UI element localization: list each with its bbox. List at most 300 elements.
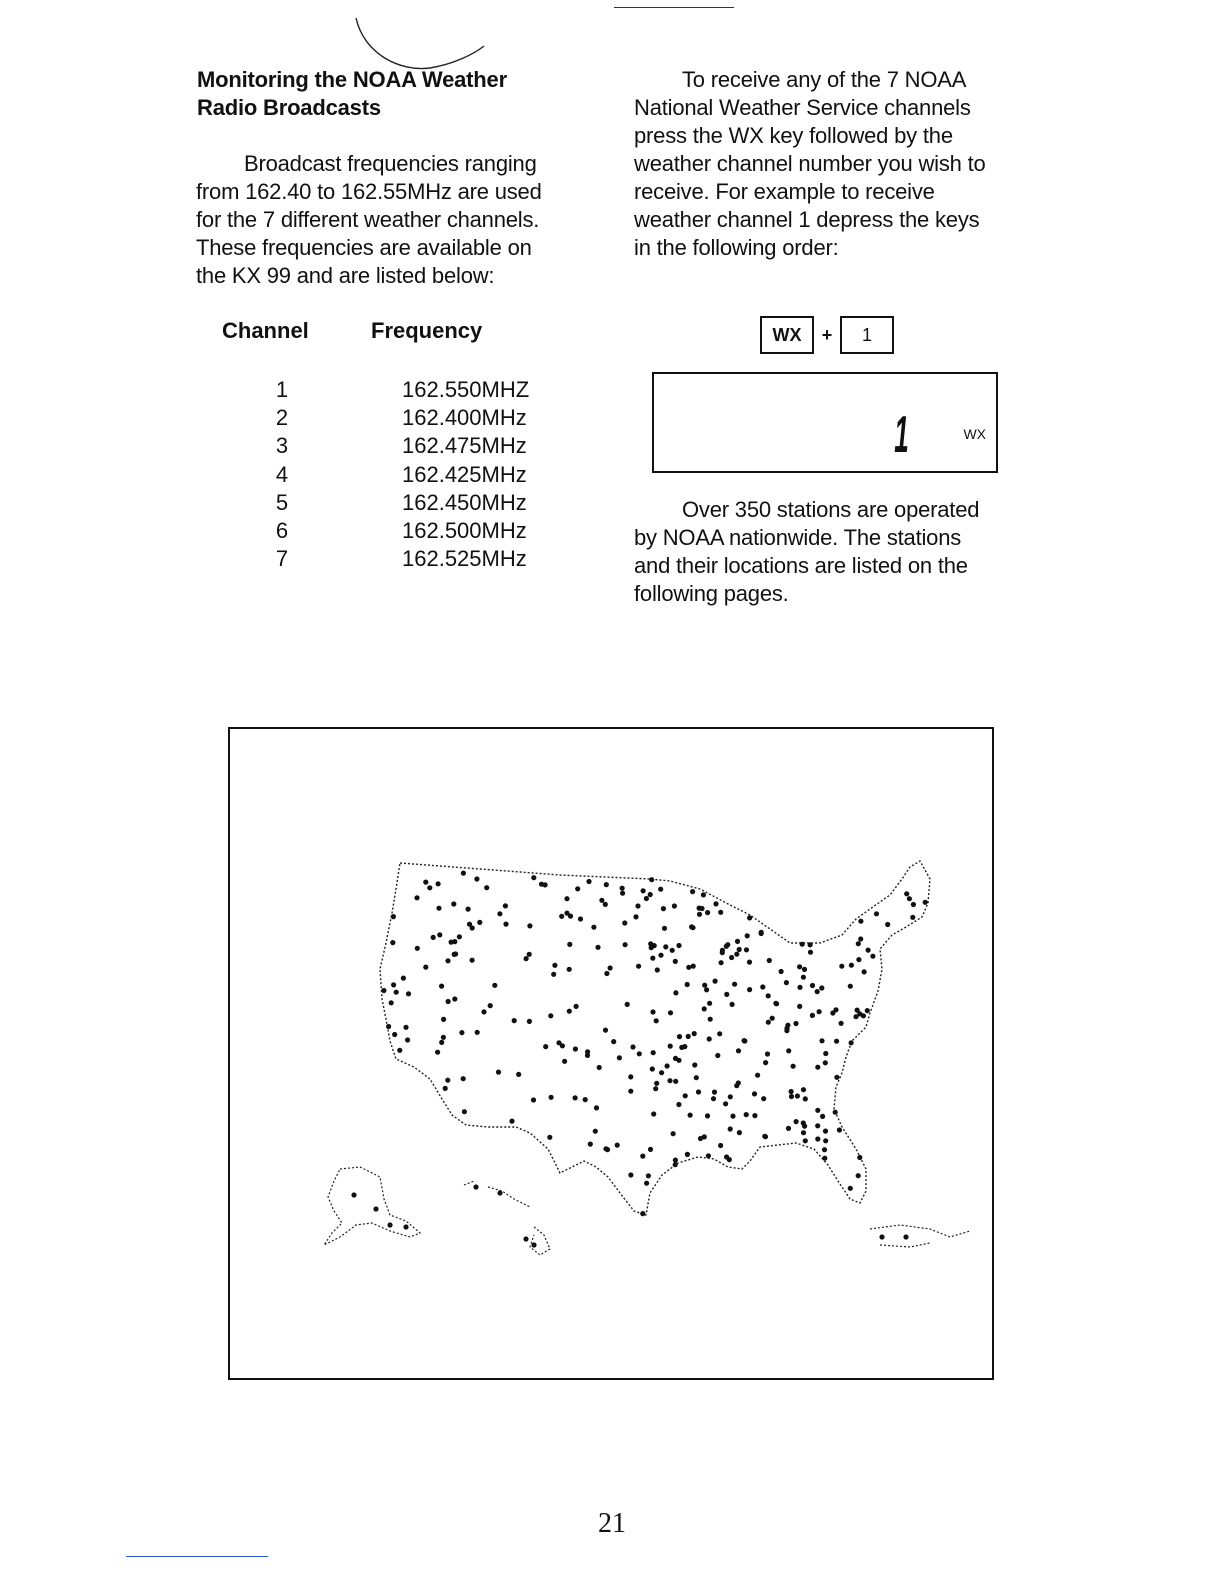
station-dot (457, 934, 462, 939)
station-dot (543, 1044, 548, 1049)
station-dot (849, 1040, 854, 1045)
key-sequence (760, 316, 894, 354)
station-dot (496, 1070, 501, 1075)
station-dot (415, 946, 420, 951)
station-dot (712, 1090, 717, 1095)
station-dot (856, 957, 861, 962)
station-dot (474, 876, 479, 881)
page-number: 21 (598, 1508, 626, 1539)
station-dot (608, 965, 613, 970)
station-dot (853, 1014, 858, 1019)
station-dot (663, 944, 668, 949)
station-dot (516, 1072, 521, 1077)
station-dot (414, 895, 419, 900)
station-dot (484, 885, 489, 890)
station-dot (837, 1127, 842, 1132)
station-dot (603, 1146, 608, 1151)
channel-cell: 3 (275, 433, 289, 459)
station-dot (728, 1126, 733, 1131)
station-dot (866, 948, 871, 953)
station-dot (903, 1234, 908, 1239)
station-dot (531, 1242, 536, 1247)
station-dot (691, 964, 696, 969)
station-dot (797, 1004, 802, 1009)
station-dot (865, 1008, 870, 1013)
station-dot (858, 919, 863, 924)
station-dot (708, 1017, 713, 1022)
station-dot (497, 911, 502, 916)
station-dot (441, 1017, 446, 1022)
station-dot (667, 1078, 672, 1083)
lcd-mode-indicator: WX (963, 426, 986, 442)
station-dot (672, 903, 677, 908)
table-row (260, 461, 529, 489)
station-dot (773, 1001, 778, 1006)
digit-1-key: 1 (840, 316, 894, 354)
station-dot (767, 958, 772, 963)
station-dot (789, 1094, 794, 1099)
station-dot (670, 948, 675, 953)
station-dot (747, 960, 752, 965)
station-dot (423, 880, 428, 885)
station-dot (885, 922, 890, 927)
station-dot (461, 1076, 466, 1081)
station-dot (856, 1173, 861, 1178)
wx-key: WX (760, 316, 814, 354)
station-dot (673, 1158, 678, 1163)
station-dot (445, 958, 450, 963)
station-dot (574, 1004, 579, 1009)
frequency-cell: 162.500MHz (402, 518, 527, 544)
station-dot (862, 969, 867, 974)
station-dot (676, 1102, 681, 1107)
station-dot (625, 1002, 630, 1007)
station-dot (697, 906, 702, 911)
para-line: These frequencies are available on (196, 235, 532, 260)
station-dot (649, 877, 654, 882)
station-dot (661, 906, 666, 911)
station-dot (523, 1236, 528, 1241)
station-dot (907, 896, 912, 901)
station-dot (658, 887, 663, 892)
station-dot (763, 1060, 768, 1065)
station-dot (650, 956, 655, 961)
station-dot (786, 1048, 791, 1053)
station-dot (597, 1065, 602, 1070)
frequency-cell: 162.475MHz (402, 433, 527, 459)
station-dot (737, 1130, 742, 1135)
station-dot (560, 1043, 565, 1048)
station-dot (730, 1114, 735, 1119)
station-dot (803, 1096, 808, 1101)
frequency-cell: 162.425MHz (402, 461, 527, 487)
station-dot (651, 1111, 656, 1116)
station-dot (717, 1031, 722, 1036)
station-dot (492, 983, 497, 988)
frequency-column-header: Frequency (371, 318, 483, 343)
frequency-cell: 162.550MHZ (402, 377, 530, 402)
station-dot (685, 1152, 690, 1157)
station-dot (668, 1010, 673, 1015)
station-dot (630, 1044, 635, 1049)
station-dot (702, 1006, 707, 1011)
station-dot (650, 1066, 655, 1071)
para-line: by NOAA nationwide. The stations (634, 525, 962, 550)
station-dot (808, 950, 813, 955)
station-dot (547, 1135, 552, 1140)
para-line: Broadcast frequencies ranging (244, 151, 537, 176)
table-row (260, 432, 529, 460)
lcd-display (652, 372, 998, 473)
station-dot (470, 958, 475, 963)
station-dot (567, 1009, 572, 1014)
station-dot (759, 930, 764, 935)
station-dot (833, 1110, 838, 1115)
station-dot (401, 976, 406, 981)
station-dot (551, 972, 556, 977)
station-dot (702, 983, 707, 988)
station-dot (648, 1147, 653, 1152)
station-dot (705, 1113, 710, 1118)
station-dot (815, 1123, 820, 1128)
station-dot (797, 985, 802, 990)
station-dot (668, 1044, 673, 1049)
station-dot (820, 1114, 825, 1119)
station-dot (692, 1062, 697, 1067)
station-dot (615, 1143, 620, 1148)
frequency-cell: 162.400MHz (402, 405, 527, 431)
station-dot (786, 1126, 791, 1131)
station-dot (488, 1003, 493, 1008)
station-dot (784, 980, 789, 985)
station-dot (752, 1113, 757, 1118)
station-dot (452, 996, 457, 1001)
station-dot (527, 923, 532, 928)
puerto-rico-outline (870, 1225, 970, 1247)
channel-cell: 2 (275, 405, 289, 431)
frequency-cell: 162.525MHz (402, 546, 527, 572)
station-dot (628, 1089, 633, 1094)
station-dot (911, 902, 916, 907)
para-line: for the 7 different weather channels. (196, 207, 540, 232)
station-dot (801, 1120, 806, 1125)
station-dot (766, 993, 771, 998)
heading-line-1: Monitoring the NOAA Weather (197, 67, 507, 92)
station-dot (858, 936, 863, 941)
station-dot (745, 933, 750, 938)
station-dot (539, 882, 544, 887)
channel-cell: 4 (275, 461, 289, 487)
station-dot (904, 891, 909, 896)
station-dot (744, 1112, 749, 1117)
station-dot (549, 1095, 554, 1100)
channel-frequency-table (260, 376, 529, 573)
station-dot (524, 956, 529, 961)
station-dot (595, 945, 600, 950)
station-dot (690, 889, 695, 894)
station-dot (389, 1000, 394, 1005)
station-dot (445, 1078, 450, 1083)
frequency-cell: 162.450MHz (402, 489, 527, 515)
station-dot (735, 939, 740, 944)
station-dot (724, 992, 729, 997)
station-dot (394, 990, 399, 995)
station-dot (823, 1060, 828, 1065)
station-dot (431, 935, 436, 940)
station-dot (467, 922, 472, 927)
noaa-station-map (228, 727, 994, 1380)
station-dot (713, 901, 718, 906)
station-dot (633, 914, 638, 919)
station-dot (391, 914, 396, 919)
station-dot (784, 1028, 789, 1033)
station-dot (446, 999, 451, 1004)
station-dot (477, 920, 482, 925)
station-dot (736, 1048, 741, 1053)
station-dot (654, 1081, 659, 1086)
station-dot (686, 965, 691, 970)
table-row (260, 404, 529, 432)
station-dot (594, 1105, 599, 1110)
station-dot (737, 947, 742, 952)
station-dot (801, 1130, 806, 1135)
station-dot (405, 1037, 410, 1042)
station-dot (390, 940, 395, 945)
station-dot (512, 1018, 517, 1023)
station-dot (373, 1206, 378, 1211)
station-dot (527, 1019, 532, 1024)
station-dot (791, 1064, 796, 1069)
station-dot (567, 967, 572, 972)
station-dot (673, 1162, 678, 1167)
station-dot (823, 1138, 828, 1143)
station-dot (641, 888, 646, 893)
wx-instructions-paragraph (634, 66, 1029, 262)
station-dot (650, 1009, 655, 1014)
station-dot (568, 914, 573, 919)
hawaii-outline (464, 1181, 550, 1255)
station-dot (797, 964, 802, 969)
station-dot (683, 1093, 688, 1098)
table-row (260, 517, 529, 545)
station-dot (443, 1086, 448, 1091)
station-dot (397, 1048, 402, 1053)
station-dot (636, 964, 641, 969)
station-dot (567, 942, 572, 947)
para-line: and their locations are listed on the (634, 553, 968, 578)
station-dot (765, 1051, 770, 1056)
station-dot (575, 886, 580, 891)
pen-checkmark (350, 14, 490, 80)
station-dot (481, 1009, 486, 1014)
para-line: in the following order: (634, 235, 839, 260)
station-dot (713, 979, 718, 984)
station-dot (729, 955, 734, 960)
station-dot (439, 984, 444, 989)
station-dot (817, 1009, 822, 1014)
station-dot (437, 932, 442, 937)
station-dot (603, 1028, 608, 1033)
station-dot (427, 885, 432, 890)
station-dot (742, 1038, 747, 1043)
station-dot (688, 1113, 693, 1118)
station-dot (599, 898, 604, 903)
station-dot (819, 1038, 824, 1043)
channel-cell: 1 (275, 377, 289, 402)
station-dot (815, 989, 820, 994)
heading-line-2: Radio Broadcasts (197, 95, 381, 120)
para-line: the KX 99 and are listed below: (196, 263, 495, 288)
station-dot (718, 1143, 723, 1148)
station-dot (452, 952, 457, 957)
station-dot (701, 892, 706, 897)
station-dot (620, 886, 625, 891)
station-dot (459, 1030, 464, 1035)
station-dot (673, 990, 678, 995)
para-line: weather channel number you wish to (634, 151, 986, 176)
channel-column-header: Channel (222, 318, 309, 343)
station-dot (839, 964, 844, 969)
station-dot (436, 881, 441, 886)
station-dot (423, 965, 428, 970)
station-dot (593, 1129, 598, 1134)
station-dot (386, 1024, 391, 1029)
station-dot (655, 967, 660, 972)
station-dot (823, 1129, 828, 1134)
station-dot (644, 896, 649, 901)
station-dot (637, 1051, 642, 1056)
station-dot (676, 943, 681, 948)
station-dot (704, 987, 709, 992)
station-dot (732, 982, 737, 987)
us-map-illustration (230, 729, 992, 1378)
station-dot (752, 1091, 757, 1096)
station-dot (461, 871, 466, 876)
station-dot (591, 925, 596, 930)
station-dot (810, 1013, 815, 1018)
station-dot (707, 1001, 712, 1006)
station-dot (723, 1101, 728, 1106)
station-dot (715, 1053, 720, 1058)
alaska-outline (324, 1167, 420, 1245)
station-dot (766, 1020, 771, 1025)
station-dot (611, 1039, 616, 1044)
station-dot (659, 1070, 664, 1075)
station-dot (834, 1039, 839, 1044)
station-dot (833, 1007, 838, 1012)
table-row (260, 376, 529, 404)
station-dot (800, 942, 805, 947)
station-dot (503, 922, 508, 927)
table-row (260, 545, 529, 573)
station-dot (381, 988, 386, 993)
station-dot (644, 1181, 649, 1186)
station-dot (702, 1134, 707, 1139)
station-dot (586, 879, 591, 884)
station-dot (640, 1211, 645, 1216)
station-dot (531, 1097, 536, 1102)
para-line: National Weather Service channels (634, 95, 971, 120)
station-dot (351, 1192, 356, 1197)
station-dot (640, 1154, 645, 1159)
station-dot (747, 915, 752, 920)
station-dot (651, 1050, 656, 1055)
station-dot (803, 1138, 808, 1143)
station-dot (473, 1184, 478, 1189)
station-dot (706, 1153, 711, 1158)
station-dot (564, 896, 569, 901)
station-dot (874, 911, 879, 916)
station-dot (673, 959, 678, 964)
stations-paragraph (634, 496, 1029, 608)
station-dot (387, 1222, 392, 1227)
station-dot (503, 903, 508, 908)
station-dot (662, 926, 667, 931)
station-dot (856, 941, 861, 946)
station-dot (466, 907, 471, 912)
station-dot (403, 1025, 408, 1030)
station-dot (801, 1087, 806, 1092)
station-dot (810, 983, 815, 988)
station-dot (761, 1096, 766, 1101)
station-dot (762, 1134, 767, 1139)
station-dot (719, 960, 724, 965)
para-line: receive. For example to receive (634, 179, 935, 204)
station-dot (690, 925, 695, 930)
station-dot (646, 1173, 651, 1178)
station-dot (815, 1108, 820, 1113)
station-dot (604, 971, 609, 976)
station-dot (604, 882, 609, 887)
para-line: following pages. (634, 581, 789, 606)
us-outline (380, 861, 930, 1215)
station-dot (654, 1018, 659, 1023)
para-line: from 162.40 to 162.55MHz are used (196, 179, 542, 204)
station-dot (392, 1032, 397, 1037)
station-dot (789, 1089, 794, 1094)
station-dot (628, 1172, 633, 1177)
station-dot (573, 1046, 578, 1051)
station-dot (770, 1016, 775, 1021)
station-dot (697, 912, 702, 917)
frequency-intro-paragraph (196, 150, 586, 290)
station-dot (686, 1034, 691, 1039)
station-dot (815, 1136, 820, 1141)
station-dot (718, 910, 723, 915)
station-dot (406, 991, 411, 996)
station-dot (623, 942, 628, 947)
station-dot (497, 1190, 502, 1195)
station-dot (870, 954, 875, 959)
station-dot (635, 903, 640, 908)
station-dot (439, 1040, 444, 1045)
station-dot (617, 1055, 622, 1060)
station-dot (801, 975, 806, 980)
para-line: press the WX key followed by the (634, 123, 953, 148)
station-dot (795, 1093, 800, 1098)
station-dot (475, 1030, 480, 1035)
station-dot (705, 910, 710, 915)
station-dot (696, 1089, 701, 1094)
station-dot (857, 1155, 862, 1160)
channel-cell: 5 (275, 489, 289, 515)
station-dot (839, 1021, 844, 1026)
station-dot (720, 950, 725, 955)
station-dot (910, 915, 915, 920)
station-dot (679, 1045, 684, 1050)
para-line: Over 350 stations are operated (682, 497, 980, 522)
station-dot (822, 1147, 827, 1152)
